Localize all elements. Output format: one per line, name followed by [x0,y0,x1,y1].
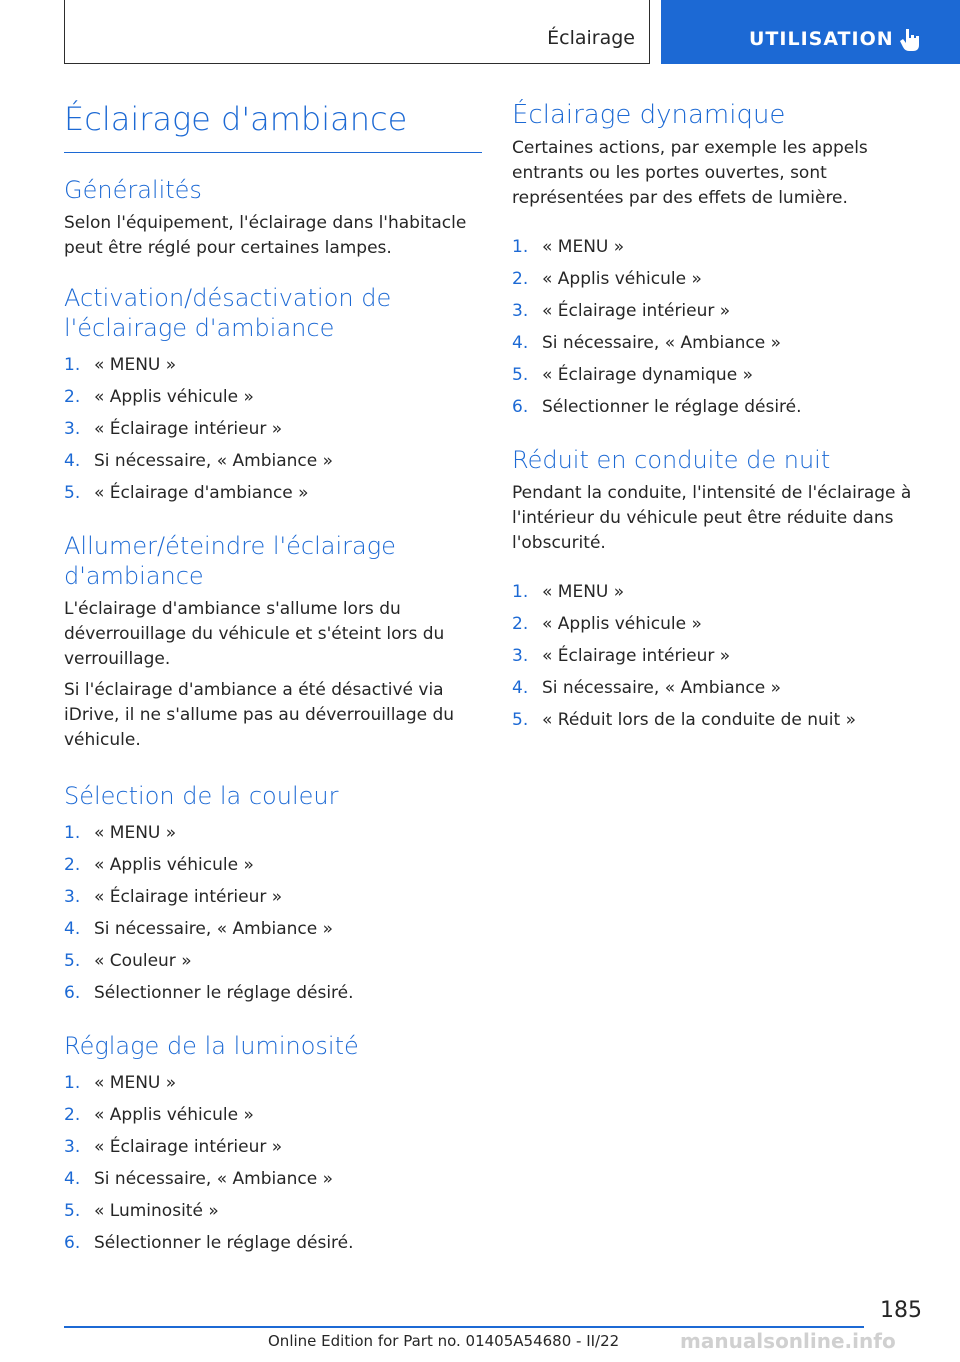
list-item [512,391,932,423]
step-text: « Éclairage dynamique » [542,365,753,385]
step-text: « Éclairage intérieur » [94,1137,283,1157]
heading-generalites: Généralités [64,176,202,204]
step-text: Si nécessaire, « Ambiance » [94,1169,334,1189]
step-text: Sélectionner le réglage désiré. [94,983,354,1003]
step-text: « Couleur » [94,951,192,971]
step-text: Si nécessaire, « Ambiance » [542,333,782,353]
step-text: Si nécessaire, « Ambiance » [94,451,334,471]
list-item [512,231,932,263]
list-item [64,1099,484,1131]
footer-divider [64,1326,864,1328]
step-text: « Éclairage intérieur » [94,887,283,907]
chapter-tab [661,0,960,64]
step-number: 3. [512,301,529,321]
list-item [512,263,932,295]
step-text: « Applis véhicule » [542,269,702,289]
step-number: 6. [512,397,529,417]
list-item [64,881,484,913]
paragraph-generalites: Selon l'équipement, l'éclairage dans l'habitacle peut être réglé pour certaines lampes. [64,213,467,258]
step-number: 4. [512,333,529,353]
step-number: 3. [64,1137,81,1157]
steps-couleur [64,817,484,1009]
step-number: 1. [64,1073,81,1093]
list-item [64,1067,484,1099]
paragraph-allumer-2: Si l'éclairage d'ambiance a été désactivé via iDrive, il ne s'allume pas au déverrouillage du véhicule. [64,680,455,750]
list-item [64,913,484,945]
edition-text: Online Edition for Part no. 01405A54680 - II/22 [268,1332,620,1350]
heading-allumer [64,531,484,591]
step-number: 5. [64,951,81,971]
list-item [512,704,932,736]
step-number: 3. [64,887,81,907]
chapter-label: UTILISATION [749,28,894,50]
step-number: 4. [64,451,81,471]
step-text: « MENU » [94,1073,177,1093]
step-text: « Luminosité » [94,1201,219,1221]
step-number: 4. [64,919,81,939]
step-text: « Éclairage intérieur » [542,301,731,321]
left-column [64,100,484,1281]
step-text: « Réduit lors de la conduite de nuit » [542,710,856,730]
list-item [64,817,484,849]
page-number: 185 [880,1298,922,1323]
list-item [512,672,932,704]
step-number: 2. [512,614,529,634]
list-item [64,977,484,1009]
list-item [64,1163,484,1195]
hand-pointer-icon [897,27,923,57]
step-text: Si nécessaire, « Ambiance » [94,919,334,939]
step-number: 1. [64,355,81,375]
list-item [64,413,484,445]
list-item [64,381,484,413]
step-text: « Éclairage intérieur » [542,646,731,666]
list-item [64,445,484,477]
heading-activation-line2: l'éclairage d'ambiance [64,314,335,342]
list-item [512,359,932,391]
step-number: 3. [512,646,529,666]
step-text: « MENU » [94,823,177,843]
step-text: « MENU » [542,237,625,257]
paragraph-dynamique: Certaines actions, par exemple les appels entrants ou les portes ouvertes, sont représentées par des effets de lumière. [512,138,868,208]
heading-nuit: Réduit en conduite de nuit [512,446,831,474]
list-item [64,1131,484,1163]
list-item [512,608,932,640]
watermark: manualsonline.info [680,1329,896,1353]
section-title: Éclairage [547,27,635,49]
list-item [512,640,932,672]
step-number: 1. [512,237,529,257]
right-column [512,100,932,758]
page-title: Éclairage d'ambiance [64,100,482,153]
step-number: 5. [64,483,81,503]
steps-dynamique [512,231,932,423]
step-text: Sélectionner le réglage désiré. [542,397,802,417]
step-text: « MENU » [94,355,177,375]
steps-activation [64,349,484,509]
heading-allumer-line1: Allumer/éteindre l'éclairage [64,532,396,560]
step-number: 2. [64,855,81,875]
step-text: « Applis véhicule » [542,614,702,634]
steps-nuit [512,576,932,736]
heading-luminosite: Réglage de la luminosité [64,1032,359,1060]
step-number: 2. [64,387,81,407]
step-number: 4. [512,678,529,698]
step-number: 4. [64,1169,81,1189]
step-text: « Éclairage d'ambiance » [94,483,309,503]
list-item [64,849,484,881]
step-number: 1. [512,582,529,602]
list-item [512,327,932,359]
paragraph-nuit: Pendant la conduite, l'intensité de l'éclairage à l'intérieur du véhicule peut être réduite dans l'obscurité. [512,483,912,553]
step-text: « Applis véhicule » [94,1105,254,1125]
step-number: 1. [64,823,81,843]
list-item [64,349,484,381]
list-item [64,1195,484,1227]
step-number: 5. [512,365,529,385]
step-number: 5. [64,1201,81,1221]
heading-allumer-line2: d'ambiance [64,562,204,590]
step-text: « Applis véhicule » [94,855,254,875]
step-number: 5. [512,710,529,730]
list-item [64,945,484,977]
list-item [64,1227,484,1259]
step-number: 6. [64,1233,81,1253]
step-number: 3. [64,419,81,439]
step-number: 6. [64,983,81,1003]
step-text: Si nécessaire, « Ambiance » [542,678,782,698]
step-text: « MENU » [542,582,625,602]
heading-activation-line1: Activation/désactivation de [64,284,392,312]
step-text: « Éclairage intérieur » [94,419,283,439]
paragraph-allumer-1: L'éclairage d'ambiance s'allume lors du déverrouillage du véhicule et s'éteint lors du verrouillage. [64,599,445,669]
list-item [512,576,932,608]
step-text: Sélectionner le réglage désiré. [94,1233,354,1253]
heading-activation [64,283,484,343]
step-number: 2. [64,1105,81,1125]
header-section-box [64,0,650,64]
heading-dynamique: Éclairage dynamique [512,100,786,130]
step-number: 2. [512,269,529,289]
heading-couleur: Sélection de la couleur [64,782,339,810]
list-item [512,295,932,327]
step-text: « Applis véhicule » [94,387,254,407]
steps-luminosite [64,1067,484,1259]
list-item [64,477,484,509]
